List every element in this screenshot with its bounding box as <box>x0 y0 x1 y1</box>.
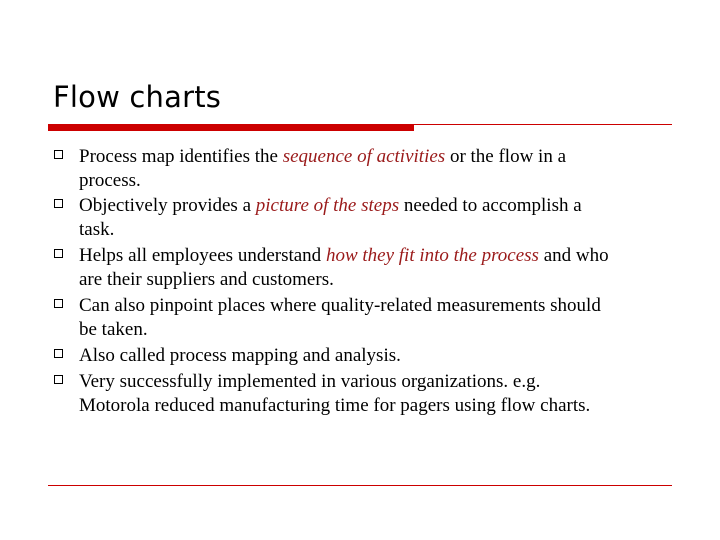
hollow-square-icon <box>54 249 63 258</box>
bullet-highlight: how they fit into the process <box>325 245 539 266</box>
bullet-text <box>79 294 679 342</box>
bullet-line: Very successfully implemented in various organizations. e.g. <box>79 371 541 392</box>
bullet-line: task. <box>79 219 115 240</box>
bullet-highlight: picture of the steps <box>255 195 400 216</box>
bullet-text-part: Objectively provides a <box>79 195 256 216</box>
bullet-line <box>79 145 679 169</box>
bullet-text <box>79 194 679 242</box>
bullet-line: Motorola reduced manufacturing time for pagers using flow charts. <box>79 395 591 416</box>
bullet-line: Also called process mapping and analysis. <box>79 345 401 366</box>
bullet-text-part: Process map identifies the <box>79 146 283 167</box>
bullet-text <box>79 344 679 368</box>
bullet-highlight: sequence of activities <box>282 146 446 167</box>
bullet-text <box>79 145 679 193</box>
hollow-square-icon <box>54 349 63 358</box>
bullet-line: are their suppliers and customers. <box>79 269 334 290</box>
bullet-line <box>79 244 679 268</box>
bullet-line: process. <box>79 170 141 191</box>
bullet-text-part: needed to accomplish a <box>399 195 582 216</box>
bullet-line: Can also pinpoint places where quality-related measurements should <box>79 295 601 316</box>
hollow-square-icon <box>54 375 63 384</box>
hollow-square-icon <box>54 150 63 159</box>
hollow-square-icon <box>54 199 63 208</box>
bullet-text-part: Helps all employees understand <box>79 245 326 266</box>
bullet-line <box>79 194 679 218</box>
footer-rule <box>48 485 672 486</box>
bullet-text <box>79 370 679 418</box>
bullet-text-part: or the flow in a <box>445 146 567 167</box>
bullet-text-part: and who <box>538 245 609 266</box>
bullet-text <box>79 244 679 292</box>
bullet-line: be taken. <box>79 319 148 340</box>
hollow-square-icon <box>54 299 63 308</box>
slide-title: Flow charts <box>53 80 222 114</box>
